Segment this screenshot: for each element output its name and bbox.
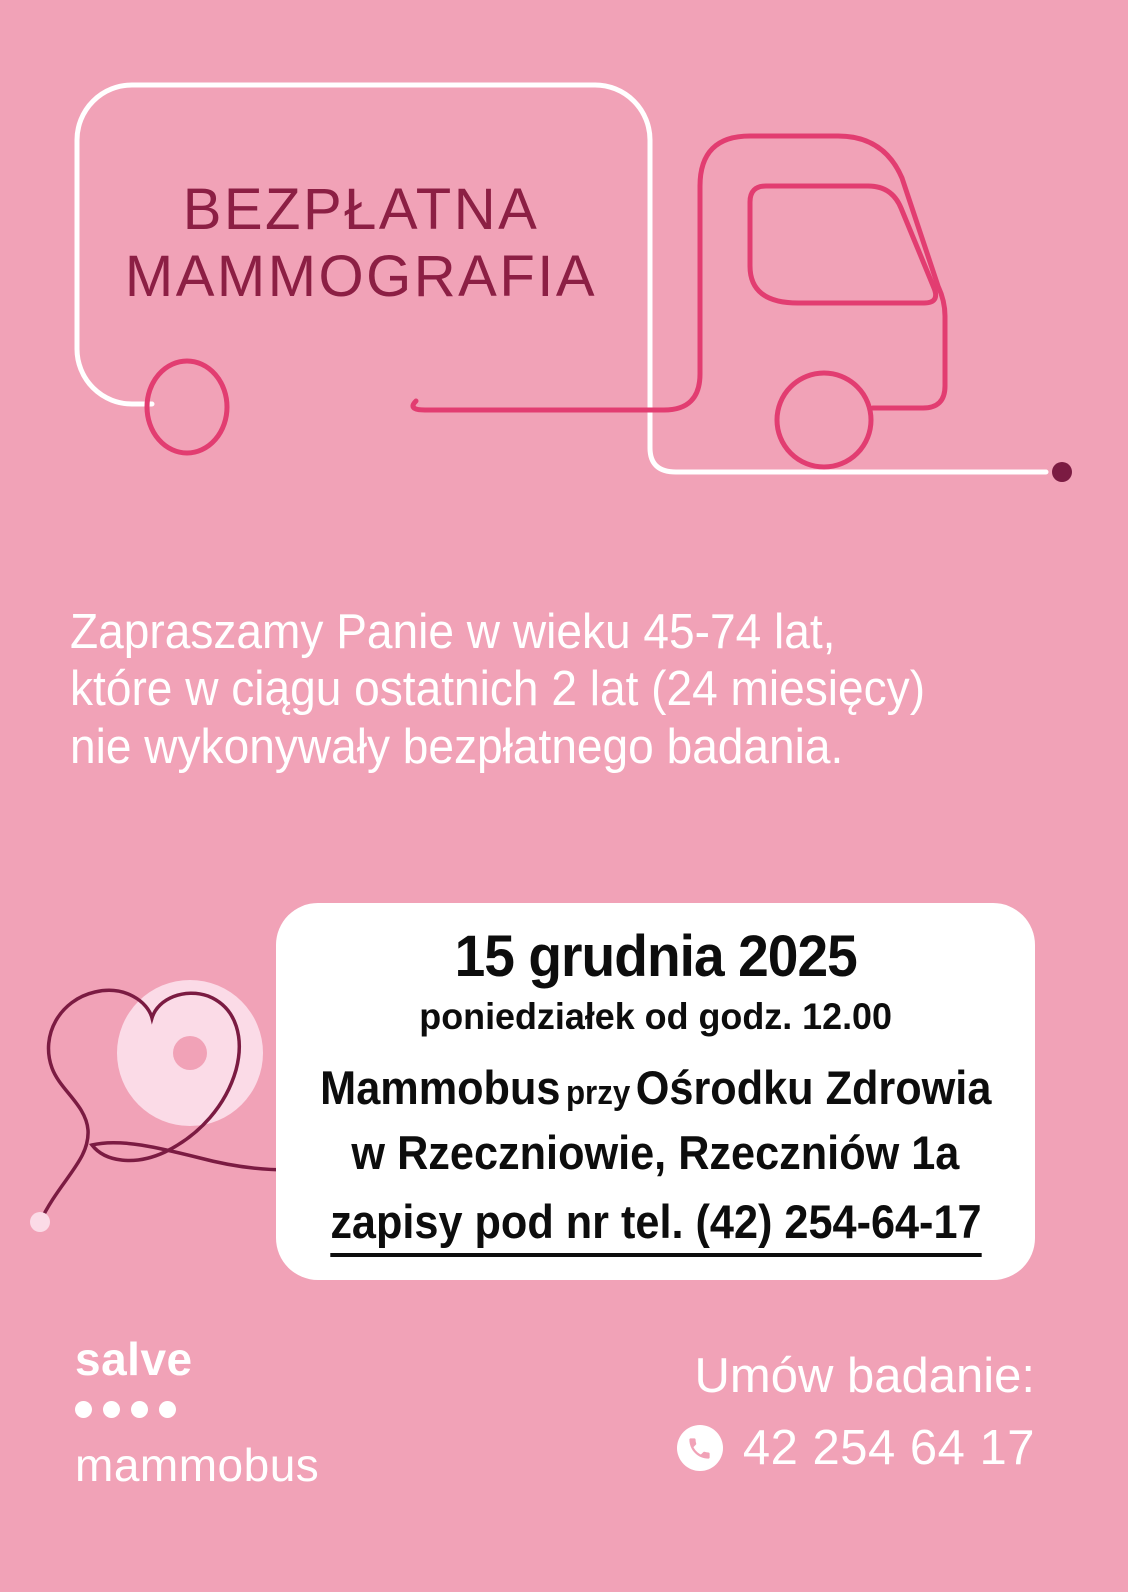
event-date: 15 grudnia 2025 xyxy=(454,923,857,989)
event-location-line2: w Rzeczniowie, Rzeczniów 1a xyxy=(351,1125,960,1179)
brand-dot-icon xyxy=(75,1401,92,1418)
event-location-suffix: Ośrodku Zdrowia xyxy=(635,1060,992,1114)
event-card xyxy=(276,903,1035,1280)
invitation-line2: które w ciągu ostatnich 2 lat (24 miesięcy) xyxy=(70,662,926,717)
brand-dot-icon xyxy=(131,1401,148,1418)
phone-icon xyxy=(677,1425,723,1471)
event-location-mid: przy xyxy=(565,1073,630,1112)
cta-label: Umów badanie: xyxy=(694,1349,1035,1403)
cta-block xyxy=(677,1348,1035,1476)
event-location-line1 xyxy=(320,1060,991,1115)
invitation-line1: Zapraszamy Panie w wieku 45-74 lat, xyxy=(70,605,836,659)
brand-dots-icon xyxy=(75,1401,319,1418)
invitation-text xyxy=(70,604,1048,776)
poster-title xyxy=(77,85,645,403)
invitation-line3: nie wykonywały bezpłatnego badania. xyxy=(70,719,844,774)
event-day-time: poniedziałek od godz. 12.00 xyxy=(419,995,892,1037)
poster-title-line2: MAMMOGRAFIA xyxy=(124,244,598,309)
cta-phone-number: 42 254 64 17 xyxy=(742,1421,1035,1475)
cab-wheel-icon xyxy=(777,373,871,467)
brand-sub: mammobus xyxy=(75,1439,320,1491)
brand-block xyxy=(75,1332,319,1492)
phone-row xyxy=(677,1420,1035,1476)
event-location-prefix: Mammobus xyxy=(319,1060,561,1114)
cab-window-icon xyxy=(750,186,936,303)
brand-dot-icon xyxy=(159,1401,176,1418)
brand-name: salve xyxy=(75,1333,193,1385)
event-phone-line: zapisy pod nr tel. (42) 254-64-17 xyxy=(330,1194,981,1257)
heart-line-end-dot-icon xyxy=(30,1212,50,1232)
breast-center-dot-icon xyxy=(173,1036,207,1070)
brand-dot-icon xyxy=(103,1401,120,1418)
poster-title-line1: BEZPŁATNA xyxy=(182,177,540,243)
line-end-dot-icon xyxy=(1052,462,1072,482)
